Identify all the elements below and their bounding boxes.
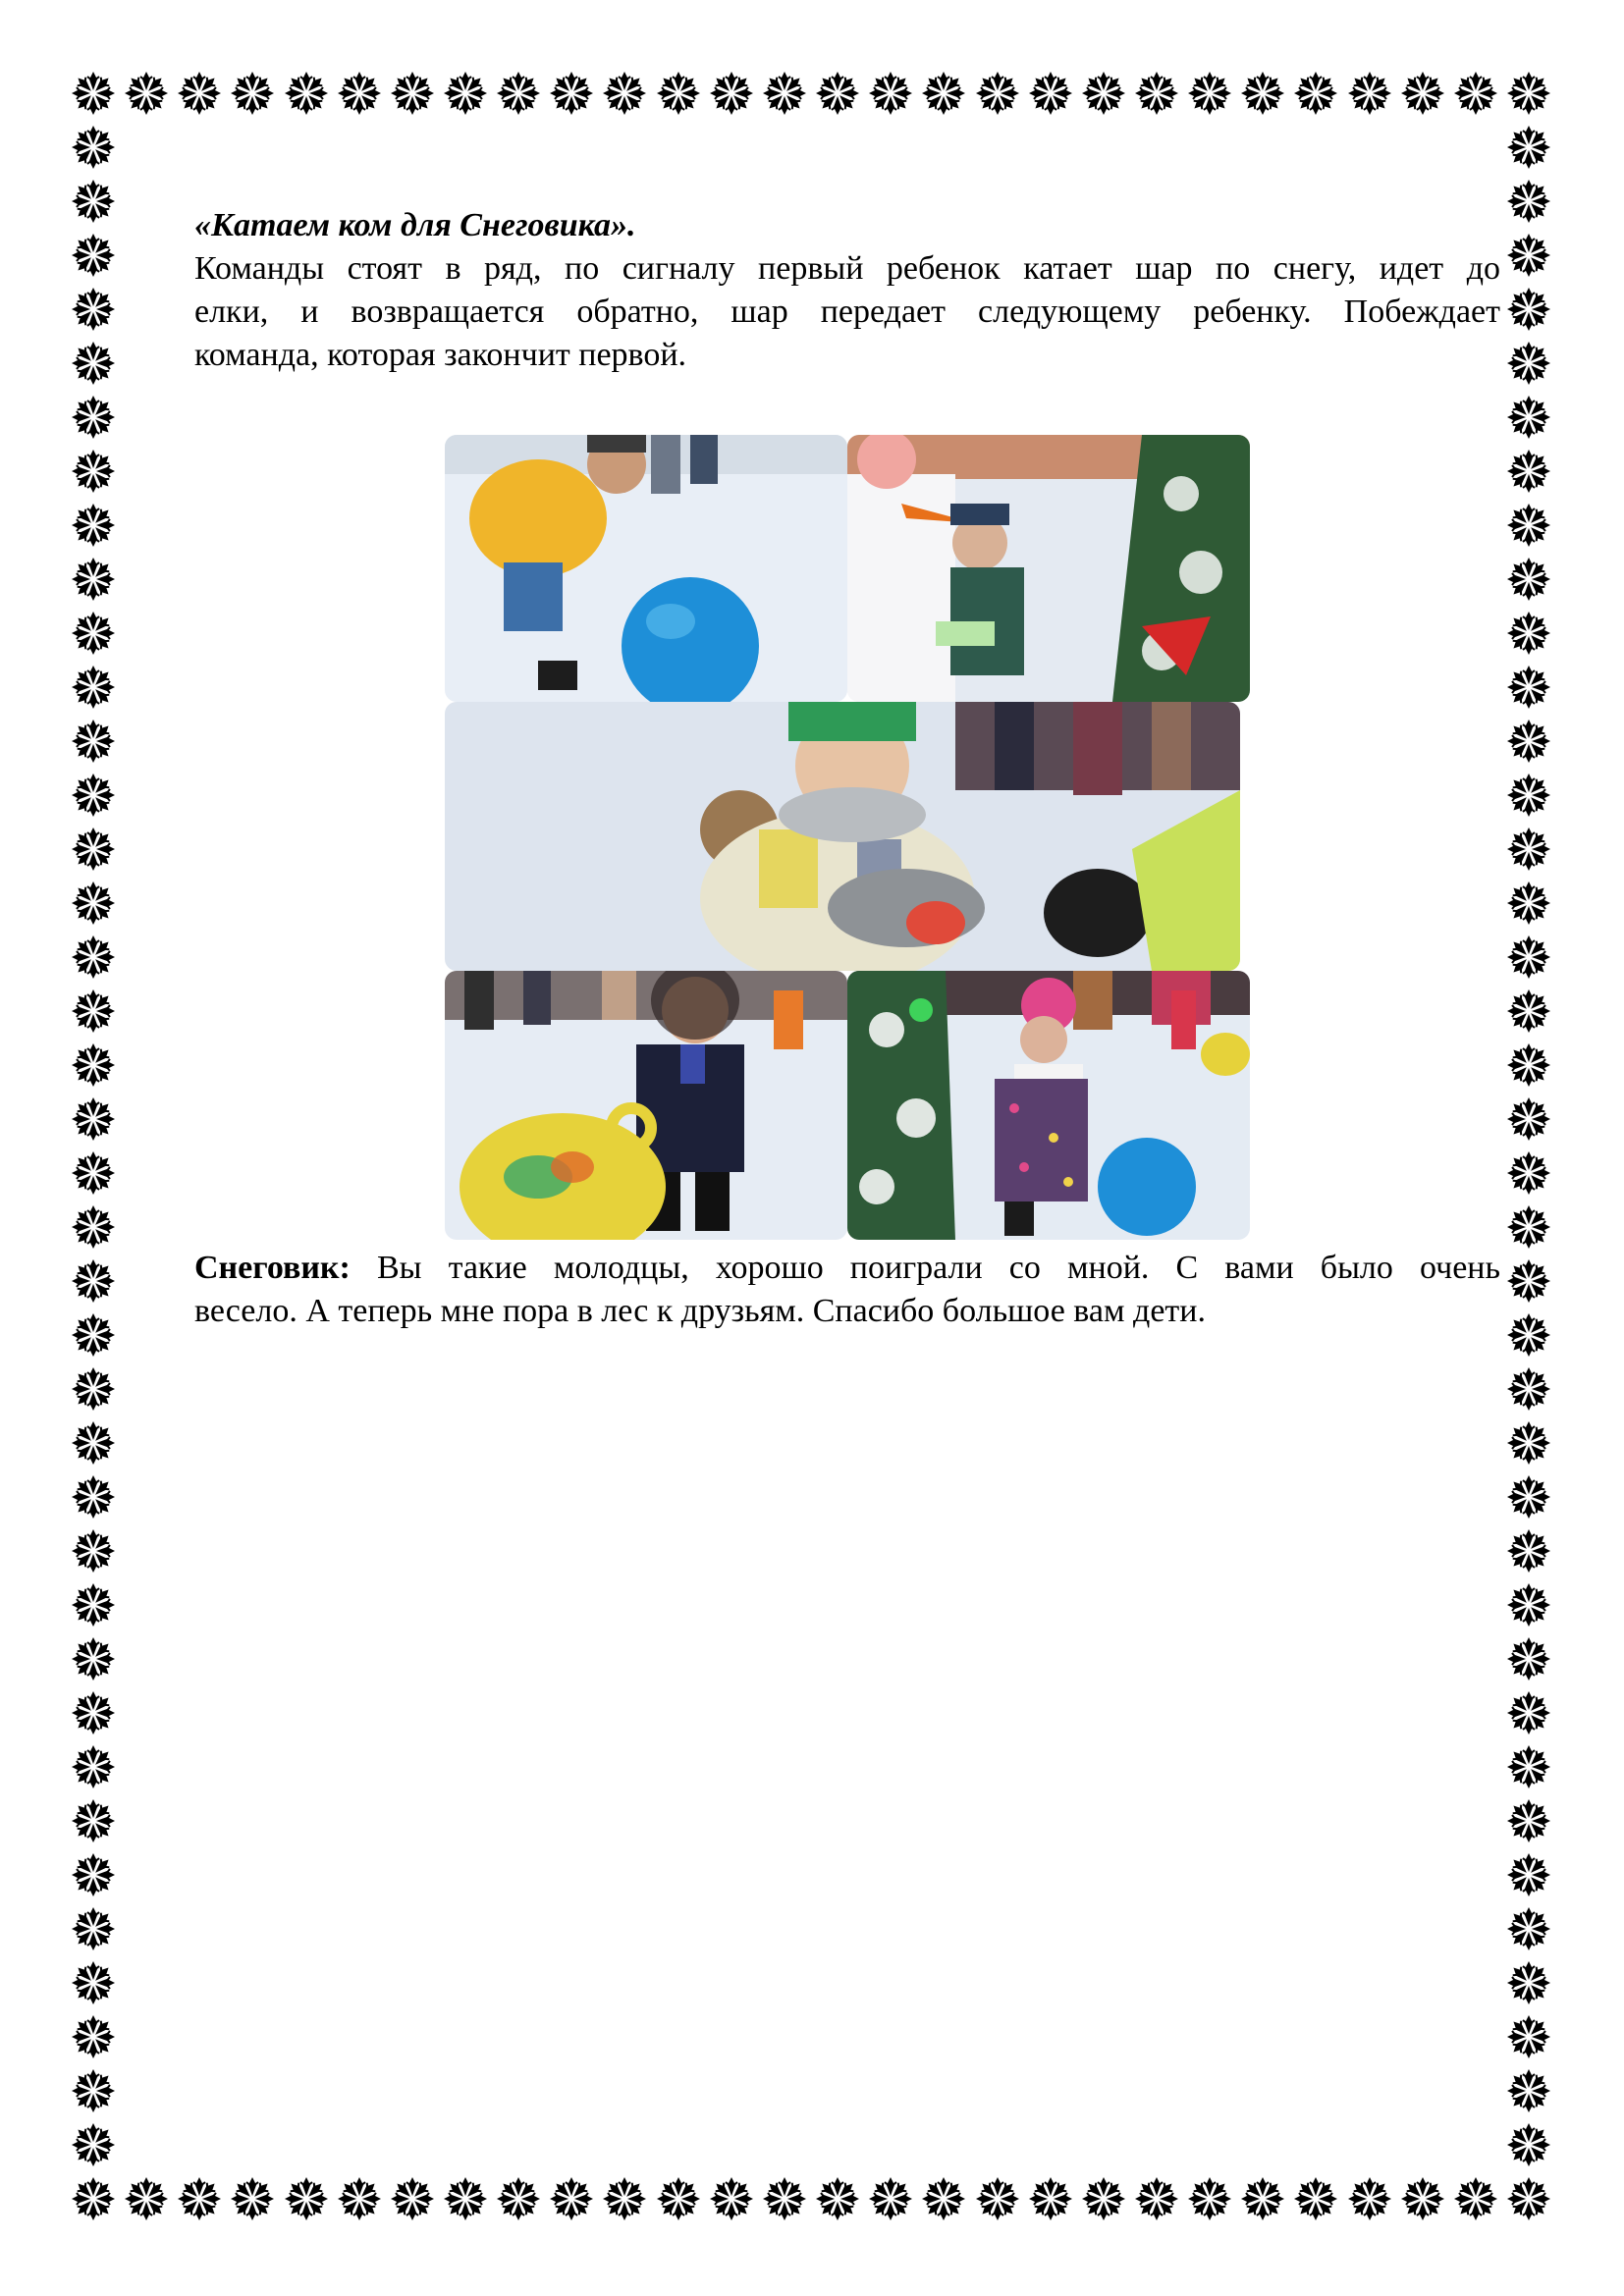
snowflake-icon [175,2174,224,2223]
paragraph-line-2: елки, и возвращается обратно, шар передает следующему ребенку. Побеждает [194,294,1500,330]
snowflake-icon [69,987,118,1036]
snowflake-icon [1504,231,1553,280]
photo-boy-yellow-jacket-blue-ball [445,435,847,702]
snowflake-icon [1504,1148,1553,1198]
snowflake-icon [69,1526,118,1575]
snowflake-icon [919,69,968,118]
snowflake-icon [69,555,118,604]
snowflake-icon [1504,1958,1553,2007]
snowflake-icon [1504,1041,1553,1090]
snowflake-icon [866,2174,915,2223]
snowflake-icon [335,2174,384,2223]
closing-text-1: Вы такие молодцы, хорошо поиграли со мной. С вами было очень [350,1250,1500,1286]
snowflake-icon [760,69,809,118]
snowflake-icon [1345,2174,1394,2223]
snowflake-icon [69,447,118,496]
closing-line-2: весело. А теперь мне пора в лес к друзьям. Спасибо большое вам дети. [194,1293,1206,1329]
snowflake-icon [1504,1580,1553,1629]
closing-remark [194,1247,1500,1333]
game-title: «Катаем ком для Снеговика». [194,207,636,243]
snowflake-icon [1238,2174,1287,2223]
paragraph-line-3: команда, которая закончит первой. [194,337,687,373]
snowflake-icon [69,1688,118,1737]
snowflake-icon [1345,69,1394,118]
snowflake-icon [1504,339,1553,388]
snowflake-icon [335,69,384,118]
snowflake-icon [122,69,171,118]
snowflake-icon [1504,2066,1553,2115]
snowflake-icon [122,2174,171,2223]
closing-line-1 [194,1247,1500,1290]
snowflake-icon [760,2174,809,2223]
photo-toddler-green-hat-grey-mittens [445,702,1240,971]
snowflake-icon [1504,609,1553,658]
snowflake-icon [707,69,756,118]
snowflake-icon [69,177,118,226]
snowflake-icon [1504,1256,1553,1306]
speaker-label: Снеговик: [194,1250,351,1286]
snowflake-icon [1504,1526,1553,1575]
snowflake-icon [69,1580,118,1629]
snowflake-icon [69,393,118,442]
snowflake-icon [1132,69,1181,118]
snowflake-icon [69,339,118,388]
snowflake-icon [494,2174,543,2223]
snowflake-icon [1504,1472,1553,1522]
snowflake-icon [1504,1202,1553,1252]
snowflake-icon [1504,2174,1553,2223]
snowflake-icon [1291,69,1340,118]
snowflake-icon [813,2174,862,2223]
snowflake-icon [69,1742,118,1791]
snowflake-icon [228,69,277,118]
snowflake-icon [1079,2174,1128,2223]
snowflake-icon [1504,1796,1553,1845]
snowflake-icon [1504,2120,1553,2169]
snowflake-icon [1132,2174,1181,2223]
snowflake-icon [1026,2174,1075,2223]
snowflake-icon [1504,69,1553,118]
snowflake-icon [919,2174,968,2223]
snowflake-icon [1504,555,1553,604]
snowflake-icon [1504,285,1553,334]
snowflake-icon [973,2174,1022,2223]
snowflake-icon [1026,69,1075,118]
snowflake-icon [69,1364,118,1414]
snowflake-icon [547,2174,596,2223]
snowflake-icon [1079,69,1128,118]
snowflake-icon [69,1041,118,1090]
snowflake-icon [69,2012,118,2061]
snowflake-icon [1398,2174,1447,2223]
text-block [194,204,1500,377]
snowflake-icon [1504,1364,1553,1414]
snowflake-icon [69,1850,118,1899]
snowflake-icon [69,1634,118,1683]
snowflake-icon [1504,879,1553,928]
snowflake-icon [1504,771,1553,820]
snowflake-icon [1504,501,1553,550]
snowflake-icon [1185,2174,1234,2223]
snowflake-icon [866,69,915,118]
snowflake-icon [69,285,118,334]
snowflake-icon [600,69,649,118]
snowflake-icon [547,69,596,118]
snowflake-icon [1451,69,1500,118]
snowflake-icon [1504,717,1553,766]
snowflake-icon [441,2174,490,2223]
snowflake-icon [69,1256,118,1306]
snowflake-icon [1504,447,1553,496]
snowflake-icon [69,879,118,928]
snowflake-icon [69,231,118,280]
snowflake-icon [175,69,224,118]
snowflake-icon [973,69,1022,118]
snowflake-icon [654,69,703,118]
snowflake-icon [1504,1904,1553,1953]
snowflake-icon [1451,2174,1500,2223]
snowflake-icon [69,69,118,118]
snowflake-icon [388,2174,437,2223]
snowflake-icon [69,1418,118,1468]
snowflake-icon [654,2174,703,2223]
snowflake-icon [388,69,437,118]
photo-girl-pink-hat-blue-ball [847,971,1250,1240]
snowflake-icon [441,69,490,118]
snowflake-icon [282,2174,331,2223]
snowflake-icon [1504,2012,1553,2061]
snowflake-icon [1291,2174,1340,2223]
snowflake-icon [69,933,118,982]
snowflake-icon [1504,1850,1553,1899]
snowflake-icon [69,1202,118,1252]
paragraph-line-1: Команды стоят в ряд, по сигналу первый ребенок катает шар по снегу, идет до [194,250,1500,287]
snowflake-icon [69,825,118,874]
snowflake-icon [494,69,543,118]
snowflake-icon [1504,1688,1553,1737]
snowflake-icon [1504,123,1553,172]
snowflake-icon [1398,69,1447,118]
snowflake-icon [707,2174,756,2223]
snowflake-icon [69,1310,118,1360]
snowflake-icon [1504,393,1553,442]
snowflake-icon [1238,69,1287,118]
snowflake-icon [69,2066,118,2115]
snowflake-icon [1504,1418,1553,1468]
snowflake-icon [1504,1310,1553,1360]
snowflake-icon [813,69,862,118]
snowflake-icon [1504,663,1553,712]
snowflake-icon [1504,1634,1553,1683]
snowflake-icon [69,2174,118,2223]
snowflake-icon [69,717,118,766]
photo-girl-yellow-ball [445,971,847,1240]
snowflake-icon [69,1904,118,1953]
snowflake-icon [69,771,118,820]
snowflake-icon [69,1472,118,1522]
snowflake-icon [1504,933,1553,982]
photo-collage [445,435,1250,1240]
snowflake-icon [69,501,118,550]
snowflake-icon [69,1958,118,2007]
snowflake-icon [69,663,118,712]
snowflake-icon [69,1796,118,1845]
snowflake-icon [1504,825,1553,874]
snowflake-icon [69,2120,118,2169]
snowflake-icon [228,2174,277,2223]
snowflake-icon [69,1148,118,1198]
snowflake-icon [282,69,331,118]
snowflake-icon [1185,69,1234,118]
snowflake-icon [1504,987,1553,1036]
snowflake-icon [1504,1095,1553,1144]
snowflake-icon [1504,177,1553,226]
snowflake-icon [600,2174,649,2223]
snowflake-icon [69,609,118,658]
snowflake-icon [1504,1742,1553,1791]
snowflake-icon [69,1095,118,1144]
snowflake-icon [69,123,118,172]
photo-child-with-snowman-costume [847,435,1250,702]
